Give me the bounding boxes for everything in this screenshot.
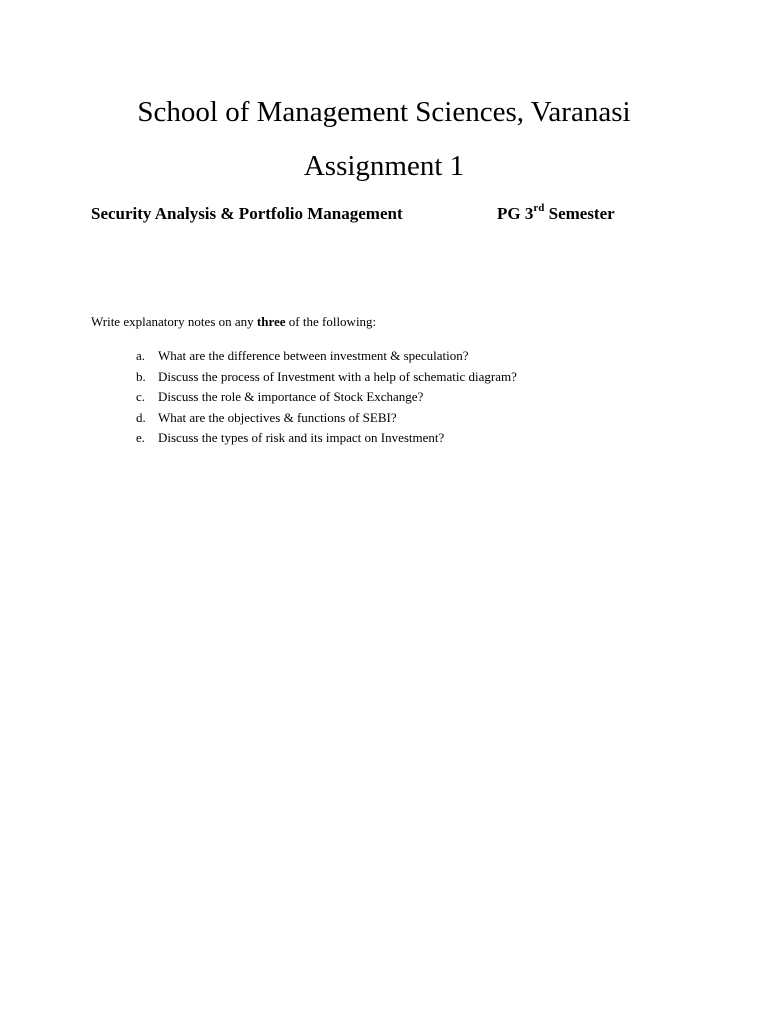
subject-title: Security Analysis & Portfolio Management <box>91 204 403 223</box>
question-marker: e. <box>136 430 146 445</box>
question-text: Discuss the process of Investment with a help of schematic diagram? <box>158 368 517 384</box>
question-marker: c. <box>136 389 146 404</box>
semester-label <box>497 203 615 225</box>
assignment-title: Assignment 1 <box>303 150 465 182</box>
question-text: What are the objectives & functions of SEBI? <box>158 409 397 425</box>
semester-ordinal-suffix: rd <box>533 202 545 215</box>
question-marker: a. <box>136 348 146 363</box>
semester-prefix: PG 3 <box>497 204 534 223</box>
instruction-emphasis: three <box>256 314 286 329</box>
semester-suffix: Semester <box>544 204 615 223</box>
school-title: School of Management Sciences, Varanasi <box>137 96 631 128</box>
question-text: What are the difference between investment & speculation? <box>158 348 469 363</box>
instruction-before: Write explanatory notes on any <box>91 314 257 329</box>
question-text: Discuss the types of risk and its impact on Investment? <box>158 430 445 445</box>
question-marker: b. <box>136 368 146 384</box>
instruction-after: of the following: <box>285 314 377 329</box>
question-marker: d. <box>136 409 146 425</box>
instruction-text <box>91 313 376 331</box>
question-text: Discuss the role & importance of Stock Exchange? <box>158 389 424 404</box>
